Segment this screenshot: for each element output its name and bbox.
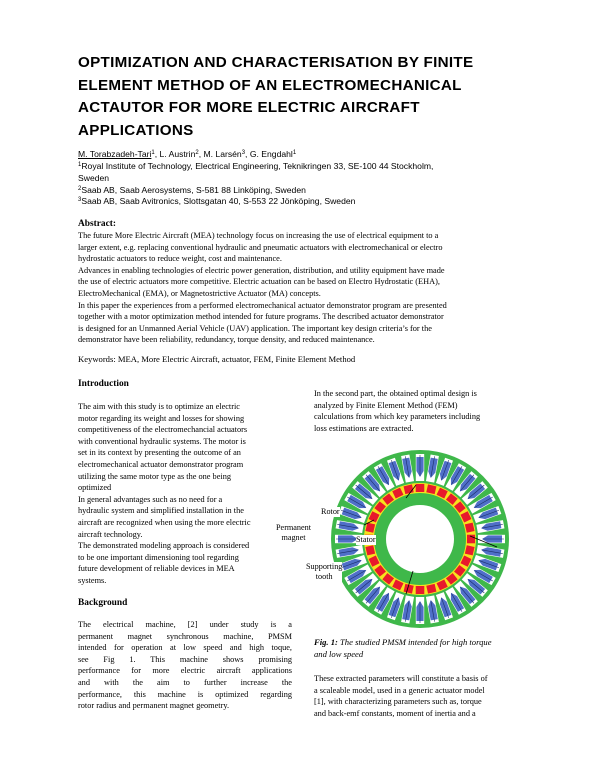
label-stator: Stator bbox=[356, 535, 376, 544]
intro-line: The aim with this study is to optimize an electric bbox=[78, 402, 240, 411]
abstract-line: demonstrator have been reliability, redundancy, torque density, and reduced maintenance. bbox=[78, 335, 375, 345]
intro-line: competitiveness of the electromechancial actuators bbox=[78, 425, 248, 435]
right-line: analyzed by Finite Element Method (FEM) bbox=[314, 400, 458, 410]
intro-line: with conventional hydraulic systems. The motor is bbox=[78, 436, 246, 446]
abstract-line: hydrostatic actuators to reduce weight, cost and maintenance. bbox=[78, 254, 282, 264]
abstract-line: is designed for an Unmanned Aerial Vehicle (UAV) application. The important key design criteria’s for the bbox=[78, 323, 432, 333]
label-text: magnet bbox=[281, 533, 306, 542]
affiliation-text: Saab AB, Saab Aerosystems, S-581 88 Linköping, Sweden bbox=[81, 184, 306, 195]
intro-line: utilizing the same motor type as the one being bbox=[78, 471, 231, 481]
affiliation-text: Sweden bbox=[78, 172, 110, 183]
author-sup: 2 bbox=[195, 150, 199, 156]
intro-line: set in its context by presenting the outcome of an bbox=[78, 448, 241, 458]
affiliation-text: Royal Institute of Technology, Electrical Engineering, Teknikringen 33, SE-100 44 Stockholm, bbox=[81, 161, 434, 171]
right-line: a scaleable model, used in a generic actuator model bbox=[314, 685, 485, 695]
right-line: loss estimations are extracted. bbox=[314, 423, 414, 433]
background-line: and with the aim to further increase the bbox=[78, 677, 292, 687]
intro-line: aircraft are recognized when using the more electric bbox=[78, 517, 251, 527]
author-2: , L. Austrin bbox=[154, 149, 196, 159]
background-body bbox=[78, 619, 292, 712]
stator-slot bbox=[416, 597, 424, 624]
author-sup: 3 bbox=[241, 150, 246, 156]
affiliation bbox=[78, 161, 433, 173]
label-text: tooth bbox=[315, 572, 333, 581]
intro-line: The demonstrated modeling approach is considered bbox=[78, 541, 250, 551]
author-list bbox=[78, 149, 296, 161]
label-rotor: Rotor bbox=[321, 507, 340, 516]
affiliation bbox=[78, 173, 433, 185]
affiliation-sup: 3 bbox=[78, 197, 82, 204]
affiliation bbox=[78, 185, 433, 197]
affiliation-sup: 2 bbox=[78, 185, 82, 192]
background-line: The electrical machine, [2] under study is a bbox=[78, 620, 292, 629]
right-line: These extracted parameters will constitute a basis of bbox=[314, 674, 488, 683]
keywords: Keywords: MEA, More Electric Aircraft, actuator, FEM, Finite Element Method bbox=[78, 354, 356, 364]
author-4: , G. Engdahl bbox=[245, 149, 293, 159]
intro-line: optimized bbox=[78, 483, 112, 493]
abstract-line: In this paper the experiences from a performed electromechanical actuator demonstrator program are presented bbox=[78, 300, 447, 310]
introduction-body bbox=[78, 401, 293, 587]
label-permanent-magnet bbox=[276, 523, 311, 543]
abstract-line: Advances in enabling technologies of electric power generation, distribution, and utility equipment have made bbox=[78, 265, 445, 275]
background-line: performance for more electric aircraft applications bbox=[78, 666, 292, 676]
right-column-bottom bbox=[314, 673, 530, 719]
rotor-bore bbox=[386, 505, 454, 573]
label-text: Supporting bbox=[306, 562, 343, 571]
title-line: OPTIMIZATION AND CHARACTERISATION BY FINITE bbox=[78, 54, 474, 71]
affiliation-text: Saab AB, Saab Avitronics, Slottsgatan 40, S-553 22 Jönköping, Sweden bbox=[81, 196, 356, 207]
affiliation-list bbox=[78, 161, 433, 208]
right-line: calculations from which key parameters including bbox=[314, 412, 481, 422]
intro-line: motor regarding its weight and losses for showing bbox=[78, 413, 245, 423]
background-heading: Background bbox=[78, 598, 128, 608]
paper-title bbox=[78, 52, 528, 142]
background-line: intended for operation at low speed and high toque, bbox=[78, 643, 292, 653]
figure-caption bbox=[314, 636, 530, 660]
label-text: Permanent bbox=[276, 523, 312, 532]
magnet-block bbox=[416, 484, 425, 492]
affiliation bbox=[78, 196, 433, 208]
stator-slot bbox=[416, 454, 424, 481]
background-line: rotor radius and permanent magnet geometry. bbox=[78, 701, 230, 711]
right-line: In the second part, the obtained optimal design is bbox=[314, 389, 477, 398]
title-line: ACTAUTOR FOR MORE ELECTRIC AIRCRAFT bbox=[78, 99, 420, 116]
background-line: see Fig 1. This machine shows promising bbox=[78, 654, 292, 664]
caption-label: Fig. 1: bbox=[314, 637, 338, 647]
introduction-heading: Introduction bbox=[78, 379, 129, 389]
abstract-line: The future More Electric Aircraft (MEA) technology focus on increasing the use of electrical equipment to a bbox=[78, 231, 439, 240]
intro-line: future development of reliable devices in MEA bbox=[78, 564, 235, 574]
abstract-line: the use of electric actuators more competitive. Electric actuation can be based on Electro Hydrostatic (EHA), bbox=[78, 277, 440, 287]
right-column-top bbox=[314, 388, 529, 434]
intro-line: electromechanical actuator demonstrator program bbox=[78, 459, 244, 469]
caption-text: and low speed bbox=[314, 649, 364, 659]
intro-line: systems. bbox=[78, 575, 107, 585]
title-line: ELEMENT METHOD OF AN ELECTROMECHANICAL bbox=[78, 76, 462, 94]
affiliation-sup: 1 bbox=[78, 162, 82, 168]
stator-slot bbox=[478, 535, 505, 543]
intro-line: aircraft technology. bbox=[78, 529, 143, 539]
author-1: M. Torabzadeh-Tari bbox=[78, 149, 152, 159]
background-line: performance, this machine is optimized regarding bbox=[78, 689, 292, 699]
right-line: [1], with characterizing parameters such as, torque bbox=[314, 697, 482, 707]
background-line: permanent magnet synchronous machine, PMSM bbox=[78, 631, 292, 641]
abstract-body bbox=[78, 230, 522, 346]
title-line: APPLICATIONS bbox=[78, 121, 194, 139]
abstract-line: larger extent, e.g. replacing conventional hydraulic and pneumatic actuators with electromechanical or electro bbox=[78, 242, 443, 252]
intro-line: In general advantages such as no need for a bbox=[78, 494, 223, 504]
intro-line: hydraulic system and simplified installation in the bbox=[78, 506, 244, 516]
abstract-line: together with a motor optimization method intended for future programs. The described actuator demonstrator bbox=[78, 312, 444, 322]
author-sup: 1 bbox=[292, 150, 297, 156]
intro-line: to be one important dimensioning tool regarding bbox=[78, 552, 239, 562]
abstract-line: ElectroMechanical (EMA), or Magnetostrictive Actuator (MA) concepts. bbox=[78, 288, 321, 298]
abstract-heading: Abstract: bbox=[78, 219, 117, 229]
author-sup: 1 bbox=[151, 150, 155, 156]
pmsm-figure bbox=[315, 447, 525, 631]
magnet-block bbox=[416, 586, 425, 594]
author-3: , M. Larsén bbox=[198, 149, 242, 159]
label-supporting-tooth bbox=[306, 562, 342, 582]
right-line: and back-emf constants, moment of inertia and a bbox=[314, 708, 476, 718]
caption-text: The studied PMSM intended for high torque bbox=[337, 637, 492, 647]
